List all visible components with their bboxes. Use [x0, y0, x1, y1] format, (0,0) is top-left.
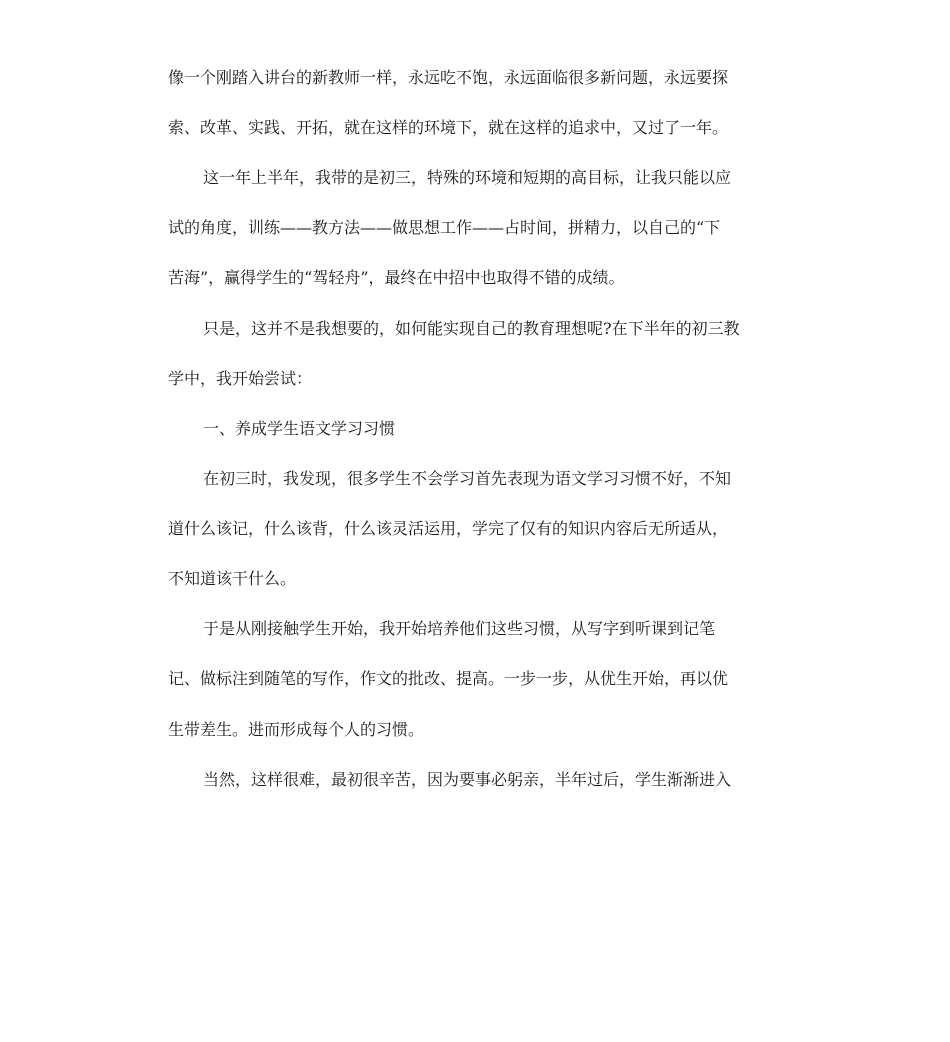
- text-line-7: 学中，我开始尝试：: [168, 369, 313, 388]
- text-line-6: 只是，这并不是我想要的，如何能实现自己的教育理想呢?在下半年的初三教: [203, 319, 740, 338]
- text-line-15: 当然，这样很难，最初很辛苦，因为要事必躬亲，半年过后，学生渐渐进入: [203, 770, 732, 789]
- text-line-11: 不知道该干什么。: [168, 569, 297, 588]
- section-heading: 一、养成学生语文学习习惯: [203, 419, 396, 438]
- text-line-10: 道什么该记，什么该背，什么该灵活运用，学完了仅有的知识内容后无所适从，: [168, 519, 729, 538]
- text-line-13: 记、做标注到随笔的写作，作文的批改、提高。一步一步，从优生开始，再以优: [168, 669, 729, 688]
- text-line-2: 索、改革、实践、开拓，就在这样的环境下，就在这样的追求中，又过了一年。: [168, 118, 729, 137]
- text-line-12: 于是从刚接触学生开始，我开始培养他们这些习惯，从写字到听课到记笔: [203, 619, 716, 638]
- text-line-5: 苦海”，赢得学生的“驾轻舟”，最终在中招中也取得不错的成绩。: [168, 268, 625, 287]
- text-line-3: 这一年上半年，我带的是初三，特殊的环境和短期的高目标，让我只能以应: [203, 168, 732, 187]
- text-line-4: 试的角度，训练——教方法——做思想工作——占时间，拼精力，以自己的“下: [168, 218, 721, 237]
- text-line-14: 生带差生。进而形成每个人的习惯。: [168, 720, 425, 739]
- text-line-1: 像一个刚踏入讲台的新教师一样，永远吃不饱，永远面临很多新问题，永远要探: [168, 68, 729, 87]
- text-line-9: 在初三时，我发现，很多学生不会学习首先表现为语文学习习惯不好，不知: [203, 469, 732, 488]
